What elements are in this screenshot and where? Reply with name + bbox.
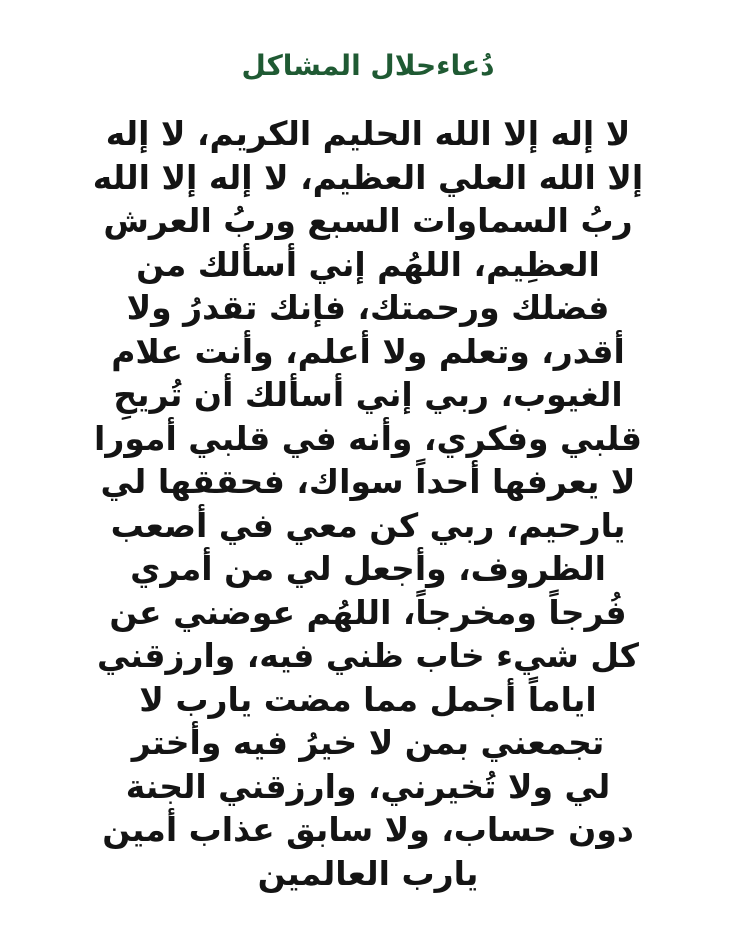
prayer-line: العظِيم، اللهُم إني أسألك من [136, 244, 600, 284]
prayer-line: فضلك ورحمتك، فإنك تقدرُ ولا [126, 288, 610, 327]
prayer-line: كل شيء خاب ظني فيه، وارزقني [97, 636, 639, 675]
prayer-line: يارب العالمين [257, 853, 479, 893]
prayer-line: يارحيم، ربي كن معي في أصعب [110, 505, 626, 545]
prayer-line: إلا الله العلي العظيم، لا إله إلا الله [92, 157, 644, 197]
prayer-line: لا يعرفها أحداً سواك، فحققها لي [100, 462, 636, 501]
prayer-line: اياماً أجمل مما مضت يارب لا [139, 679, 597, 719]
prayer-line: الظروف، وأجعل لي من أمري [130, 549, 606, 588]
prayer-line: فُرجاً ومخرجاً، اللهُم عوضني عن [109, 592, 627, 632]
prayer-line: دون حساب، ولا سابق عذاب أمين [102, 810, 634, 849]
prayer-line: ربُ السماوات السبع وربُ العرش [103, 201, 633, 240]
prayer-line: الغيوب، ربي إني أسألك أن تُريحِ [113, 375, 623, 414]
prayer-line: لا إله إلا الله الحليم الكريم، لا إله [105, 114, 631, 153]
prayer-text [60, 112, 676, 895]
prayer-line: قلبي وفكري، وأنه في قلبي أمورا [94, 418, 642, 458]
prayer-line: لي ولا تُخيرني، وارزقني الجنة [125, 766, 611, 806]
prayer-line: تجمعني بمن لا خيرُ فيه وأختر [131, 723, 605, 762]
page-title: دُعاءحلال المشاكل [241, 49, 495, 82]
prayer-line: أقدر، وتعلم ولا أعلم، وأنت علام [111, 331, 625, 371]
